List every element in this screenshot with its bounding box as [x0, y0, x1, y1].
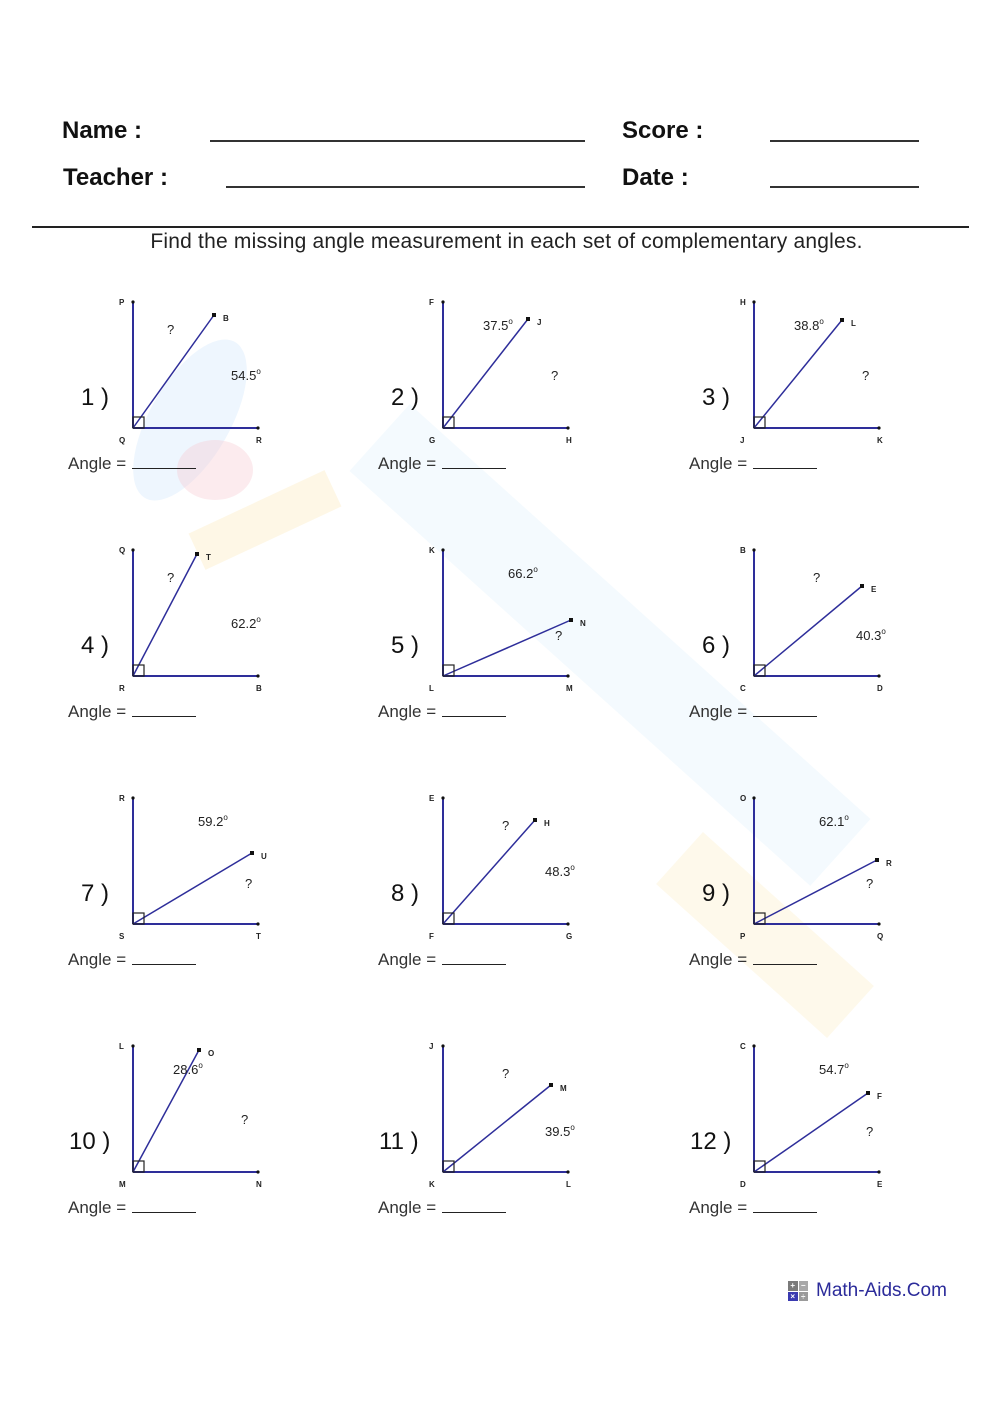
answer-label: Angle = — [689, 702, 748, 721]
point-label-top: J — [429, 1042, 434, 1051]
answer-label: Angle = — [68, 950, 127, 969]
angle-figure — [383, 774, 693, 974]
known-angle-value: 37.5$^o$ — [483, 317, 513, 333]
unknown-angle-marker: ? — [167, 570, 175, 585]
problem-9 — [689, 774, 1000, 1022]
known-angle-value: 48.3$^o$ — [545, 863, 575, 879]
date-field[interactable] — [770, 186, 919, 188]
answer-label: Angle = — [378, 702, 437, 721]
point-label-vertex: Q — [119, 436, 126, 445]
point-label-ray: R — [886, 859, 892, 868]
known-angle-value: 62.2$^o$ — [231, 615, 261, 631]
score-field[interactable] — [770, 140, 919, 142]
point-label-ray: F — [877, 1092, 882, 1101]
point-label-top: Q — [119, 546, 126, 555]
point-label-ray: E — [871, 585, 877, 594]
problem-1 — [68, 278, 383, 526]
answer-blank[interactable] — [132, 454, 196, 469]
point-label-top: P — [119, 298, 125, 307]
header-divider — [32, 226, 969, 228]
angle-figure — [694, 1022, 1000, 1222]
angle-figure — [383, 1022, 693, 1222]
point-label-vertex: R — [119, 684, 125, 693]
point-label-right: N — [256, 1180, 262, 1189]
point-label-top: B — [740, 546, 746, 555]
known-angle-value: 62.1$^o$ — [819, 813, 849, 829]
point-label-vertex: G — [429, 436, 436, 445]
point-label-right: Q — [877, 932, 884, 941]
problem-number: 11 ) — [379, 1128, 419, 1155]
point-label-ray: N — [580, 619, 586, 628]
problem-8 — [378, 774, 693, 1022]
problem-number: 5 ) — [391, 632, 420, 659]
answer-label: Angle = — [689, 950, 748, 969]
point-label-ray: T — [206, 553, 211, 562]
point-label-ray: H — [544, 819, 550, 828]
problem-4 — [68, 526, 383, 774]
problem-10 — [68, 1022, 383, 1270]
point-label-top: O — [740, 794, 747, 803]
unknown-angle-marker: ? — [245, 876, 253, 891]
answer-field[interactable] — [68, 1198, 196, 1218]
point-label-right: T — [256, 932, 261, 941]
answer-field[interactable] — [689, 1198, 817, 1218]
answer-blank[interactable] — [442, 950, 506, 965]
known-angle-value: 28.6$^o$ — [173, 1061, 203, 1077]
answer-field[interactable] — [689, 702, 817, 722]
answer-label: Angle = — [68, 1198, 127, 1217]
point-label-right: H — [566, 436, 572, 445]
instructions: Find the missing angle measurement in each set of complementary angles. — [150, 230, 863, 253]
point-label-right: G — [566, 932, 573, 941]
known-angle-value: 40.3$^o$ — [856, 627, 886, 643]
problem-6 — [689, 526, 1000, 774]
point-label-ray: U — [261, 852, 267, 861]
answer-label: Angle = — [689, 454, 748, 473]
answer-blank[interactable] — [442, 702, 506, 717]
known-angle-value: 54.5$^o$ — [231, 367, 261, 383]
problem-number: 7 ) — [81, 880, 110, 907]
point-label-vertex: M — [119, 1180, 126, 1189]
problem-2 — [378, 278, 693, 526]
problem-number: 6 ) — [702, 632, 731, 659]
known-angle-value: 66.2$^o$ — [508, 565, 538, 581]
problem-number: 2 ) — [391, 384, 420, 411]
problem-number: 4 ) — [81, 632, 110, 659]
teacher-label: Teacher : — [63, 164, 168, 191]
point-label-vertex: C — [740, 684, 746, 693]
point-label-right: D — [877, 684, 883, 693]
unknown-angle-marker: ? — [866, 1124, 874, 1139]
problem-12 — [689, 1022, 1000, 1270]
answer-label: Angle = — [378, 454, 437, 473]
answer-label: Angle = — [378, 1198, 437, 1217]
footer-brand — [788, 1280, 947, 1302]
unknown-angle-marker: ? — [862, 368, 870, 383]
unknown-angle-marker: ? — [866, 876, 874, 891]
answer-field[interactable] — [689, 454, 817, 474]
angle-figure — [73, 774, 383, 974]
unknown-angle-marker: ? — [502, 818, 510, 833]
problem-number: 12 ) — [690, 1128, 732, 1155]
answer-blank[interactable] — [753, 1198, 817, 1213]
point-label-ray: L — [851, 319, 856, 328]
point-label-vertex: P — [740, 932, 746, 941]
unknown-angle-marker: ? — [167, 322, 175, 337]
teacher-field[interactable] — [226, 186, 585, 188]
problem-5 — [378, 526, 693, 774]
problem-number: 3 ) — [702, 384, 731, 411]
angle-figure — [383, 278, 693, 478]
point-label-ray: B — [223, 314, 229, 323]
answer-field[interactable] — [378, 950, 506, 970]
angle-figure — [383, 526, 693, 726]
angle-figure — [694, 774, 1000, 974]
calculator-grid-icon: + − × ÷ — [788, 1281, 808, 1301]
problem-11 — [378, 1022, 693, 1270]
answer-field[interactable] — [378, 454, 506, 474]
point-label-top: F — [429, 298, 434, 307]
answer-blank[interactable] — [753, 454, 817, 469]
point-label-vertex: D — [740, 1180, 746, 1189]
point-label-top: H — [740, 298, 746, 307]
answer-field[interactable] — [689, 950, 817, 970]
answer-field[interactable] — [68, 950, 196, 970]
unknown-angle-marker: ? — [502, 1066, 510, 1081]
unknown-angle-marker: ? — [551, 368, 559, 383]
point-label-vertex: L — [429, 684, 434, 693]
point-label-right: M — [566, 684, 573, 693]
known-angle-value: 54.7$^o$ — [819, 1061, 849, 1077]
unknown-angle-marker: ? — [241, 1112, 249, 1127]
problem-number: 10 ) — [69, 1128, 111, 1155]
name-label: Name : — [62, 117, 143, 144]
answer-blank[interactable] — [753, 950, 817, 965]
answer-blank[interactable] — [753, 702, 817, 717]
point-label-right: K — [877, 436, 883, 445]
angle-figure — [73, 526, 383, 726]
point-label-top: R — [119, 794, 125, 803]
problem-number: 9 ) — [702, 880, 731, 907]
answer-blank[interactable] — [132, 1198, 196, 1213]
known-angle-value: 38.8$^o$ — [794, 317, 824, 333]
answer-field[interactable] — [68, 454, 196, 474]
point-label-ray: M — [560, 1084, 567, 1093]
answer-field[interactable] — [68, 702, 196, 722]
point-label-ray: J — [537, 318, 542, 327]
answer-label: Angle = — [689, 1198, 748, 1217]
answer-blank[interactable] — [442, 1198, 506, 1213]
date-label: Date : — [622, 164, 689, 191]
problem-7 — [68, 774, 383, 1022]
point-label-vertex: S — [119, 932, 125, 941]
point-label-top: K — [429, 546, 435, 555]
angle-figure — [73, 278, 383, 478]
point-label-top: C — [740, 1042, 746, 1051]
point-label-right: E — [877, 1180, 883, 1189]
answer-label: Angle = — [68, 454, 127, 473]
score-label: Score : — [622, 117, 704, 144]
answer-blank[interactable] — [132, 702, 196, 717]
angle-figure — [694, 278, 1000, 478]
name-field[interactable] — [210, 140, 585, 142]
point-label-vertex: K — [429, 1180, 435, 1189]
angle-figure — [694, 526, 1000, 726]
unknown-angle-marker: ? — [813, 570, 821, 585]
problem-3 — [689, 278, 1000, 526]
problem-number: 8 ) — [391, 880, 420, 907]
answer-label: Angle = — [378, 950, 437, 969]
answer-field[interactable] — [378, 1198, 506, 1218]
point-label-top: E — [429, 794, 435, 803]
point-label-ray: O — [208, 1049, 215, 1058]
answer-blank[interactable] — [442, 454, 506, 469]
point-label-right: R — [256, 436, 262, 445]
point-label-vertex: F — [429, 932, 434, 941]
unknown-angle-marker: ? — [555, 628, 563, 643]
point-label-vertex: J — [740, 436, 745, 445]
brand-name: Math-Aids.Com — [816, 1280, 947, 1301]
problem-number: 1 ) — [81, 384, 110, 411]
answer-field[interactable] — [378, 702, 506, 722]
answer-blank[interactable] — [132, 950, 196, 965]
known-angle-value: 39.5$^o$ — [545, 1123, 575, 1139]
known-angle-value: 59.2$^o$ — [198, 813, 228, 829]
point-label-top: L — [119, 1042, 124, 1051]
point-label-right: L — [566, 1180, 571, 1189]
angle-figure — [73, 1022, 383, 1222]
point-label-right: B — [256, 684, 262, 693]
answer-label: Angle = — [68, 702, 127, 721]
